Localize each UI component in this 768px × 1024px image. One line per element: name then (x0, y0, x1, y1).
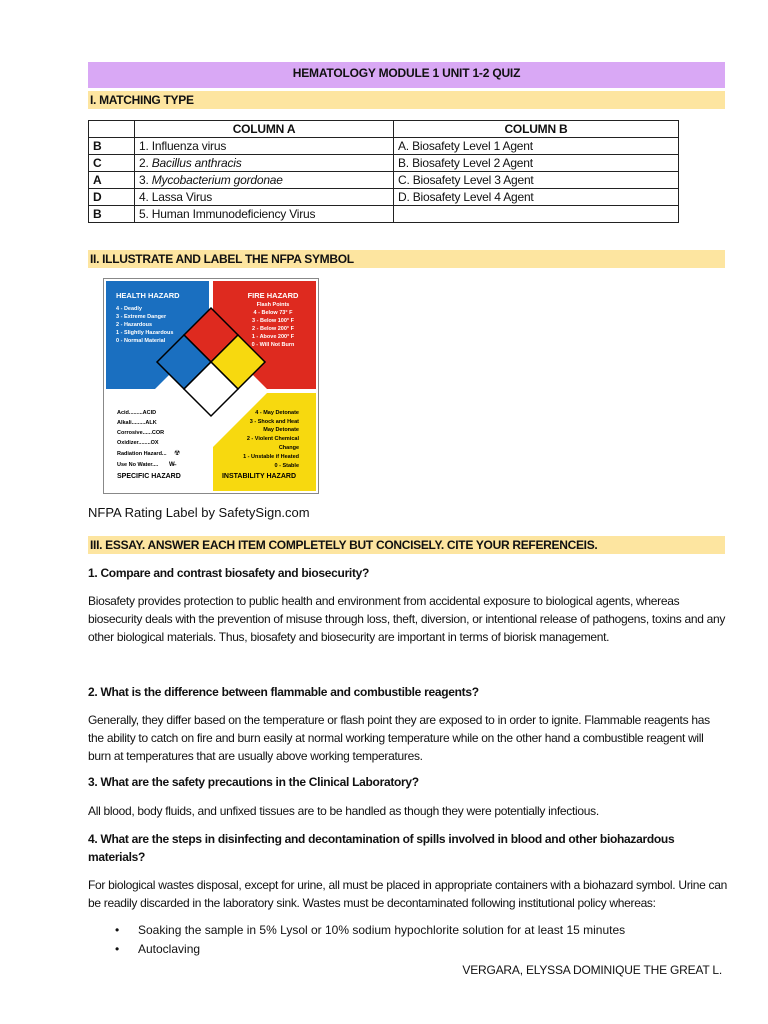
question-2: 2. What is the difference between flammable and combustible reagents? (88, 685, 479, 699)
column-a-item (135, 189, 394, 206)
instability-hazard-title: INSTABILITY HAZARD (221, 473, 297, 480)
specific-item: Radiation Hazard... (117, 451, 167, 457)
item-text: Influenza virus (151, 139, 227, 153)
specific-item: Acid.........ACID (117, 410, 157, 416)
item-number: 4. (139, 190, 152, 204)
table-row (89, 206, 679, 223)
nfpa-caption: NFPA Rating Label by SafetySign.com (88, 505, 310, 520)
answer-1: Biosafety provides protection to public health and environment from accidental exposure to biological agents, whereas biosecurity deals with the prevention of misuse through loss, theft, diversion, or intentional release of pathogens, toxins and any other biological materials. Thus, biosafety and biosecurity are important in terms of biorisk management. (88, 594, 726, 644)
specific-item: Corrosive......COR (117, 430, 165, 436)
answer-key: A (89, 172, 135, 189)
table-row (89, 189, 679, 206)
list-item: • Autoclaving (88, 940, 625, 959)
column-b-item: C. Biosafety Level 3 Agent (394, 172, 679, 189)
question-1: 1. Compare and contrast biosafety and biosecurity? (88, 566, 370, 580)
disinfection-steps-list (88, 921, 625, 959)
answer-key: B (89, 138, 135, 155)
specific-item: Oxidizer........OX (117, 440, 159, 446)
fire-item: 0 - Will Not Burn (251, 342, 295, 348)
item-text: Human Immunodeficiency Virus (151, 207, 316, 221)
table-row (89, 172, 679, 189)
section-heading-essay: III. ESSAY. ANSWER EACH ITEM COMPLETELY BUT CONCISELY. CITE YOUR REFERENCEIS. (88, 536, 725, 554)
item-text: Mycobacterium gordonae (151, 173, 283, 187)
radiation-icon: ☢ (174, 450, 181, 457)
column-a-header: COLUMN A (135, 121, 394, 138)
quiz-title: HEMATOLOGY MODULE 1 UNIT 1-2 QUIZ (88, 62, 725, 88)
column-a-item (135, 155, 394, 172)
column-b-item: D. Biosafety Level 4 Agent (394, 189, 679, 206)
instability-item: 2 - Violent Chemical (246, 436, 299, 442)
nfpa-rating-label (103, 278, 319, 494)
health-item: 0 - Normal Material (116, 338, 166, 344)
fire-hazard-title: FIRE HAZARD (247, 291, 299, 300)
item-text: Lassa Virus (151, 190, 213, 204)
health-item: 4 - Deadly (116, 306, 142, 312)
fire-item: 4 - Below 73° F (253, 310, 293, 316)
instability-item: Change (278, 445, 299, 451)
column-b-item: A. Biosafety Level 1 Agent (394, 138, 679, 155)
column-b-header: COLUMN B (394, 121, 679, 138)
item-text: Bacillus anthracis (151, 156, 242, 170)
no-water-icon: W̶ (169, 462, 175, 468)
item-number: 2. (139, 156, 152, 170)
answer-2: Generally, they differ based on the temperature or flash point they are exposed to in order to ignite. Flammable reagents has the ability to catch on fire and burn easily at normal working temperature while on the other hand a combustible reagent will burn at temperatures that are usually above working temperatures. (88, 713, 710, 763)
question-4: 4. What are the steps in disinfecting and decontamination of spills involved in blood and other biohazardous materials? (88, 832, 675, 864)
question-3: 3. What are the safety precautions in the Clinical Laboratory? (88, 775, 419, 789)
answer-key: C (89, 155, 135, 172)
answer-key: B (89, 206, 135, 223)
fire-item: 2 - Below 200° F (252, 326, 294, 332)
fire-item: 1 - Above 200° F (251, 334, 295, 340)
answer-3: All blood, body fluids, and unfixed tissues are to be handled as though they were potentially infectious. (88, 804, 599, 818)
matching-table (88, 120, 679, 223)
item-number: 5. (139, 207, 152, 221)
specific-item: Use No Water.... (117, 462, 159, 468)
section-heading-nfpa: II. ILLUSTRATE AND LABEL THE NFPA SYMBOL (88, 250, 725, 268)
answer-4: For biological wastes disposal, except for urine, all must be placed in appropriate containers with a biohazard symbol. Urine can be readily discarded in the laboratory sink. Wastes must be decontaminated following institutional policy whereas: (88, 878, 727, 910)
author-name: VERGARA, ELYSSA DOMINIQUE THE GREAT L. (462, 963, 722, 977)
list-item: • Soaking the sample in 5% Lysol or 10% sodium hypochlorite solution for at least 15 minutes (88, 921, 625, 940)
column-b-item (394, 206, 679, 223)
instability-item: 3 - Shock and Heat (249, 419, 299, 425)
section-heading-matching: I. MATCHING TYPE (88, 91, 725, 109)
fire-item: 3 - Below 100° F (252, 318, 294, 324)
column-a-item (135, 172, 394, 189)
health-item: 3 - Extreme Danger (116, 314, 167, 320)
health-item: 2 - Hazardous (116, 322, 153, 328)
specific-hazard-title: SPECIFIC HAZARD (117, 473, 181, 480)
answer-key: D (89, 189, 135, 206)
fire-subtitle: Flash Points (256, 302, 290, 308)
instability-item: 4 - May Detonate (255, 410, 299, 416)
table-row (89, 155, 679, 172)
table-row (89, 138, 679, 155)
item-number: 1. (139, 139, 152, 153)
column-b-item: B. Biosafety Level 2 Agent (394, 155, 679, 172)
health-item: 1 - Slightly Hazardous (116, 330, 174, 336)
instability-item: 0 - Stable (274, 463, 299, 469)
item-number: 3. (139, 173, 152, 187)
column-a-item (135, 138, 394, 155)
instability-item: 1 - Unstable if Heated (243, 454, 299, 460)
health-hazard-title: HEALTH HAZARD (116, 291, 180, 300)
specific-item: Alkali.........ALK (117, 420, 157, 426)
column-a-item (135, 206, 394, 223)
table-header-row (89, 121, 679, 138)
blank-header (89, 121, 135, 138)
instability-item: May Detonate (263, 427, 299, 433)
